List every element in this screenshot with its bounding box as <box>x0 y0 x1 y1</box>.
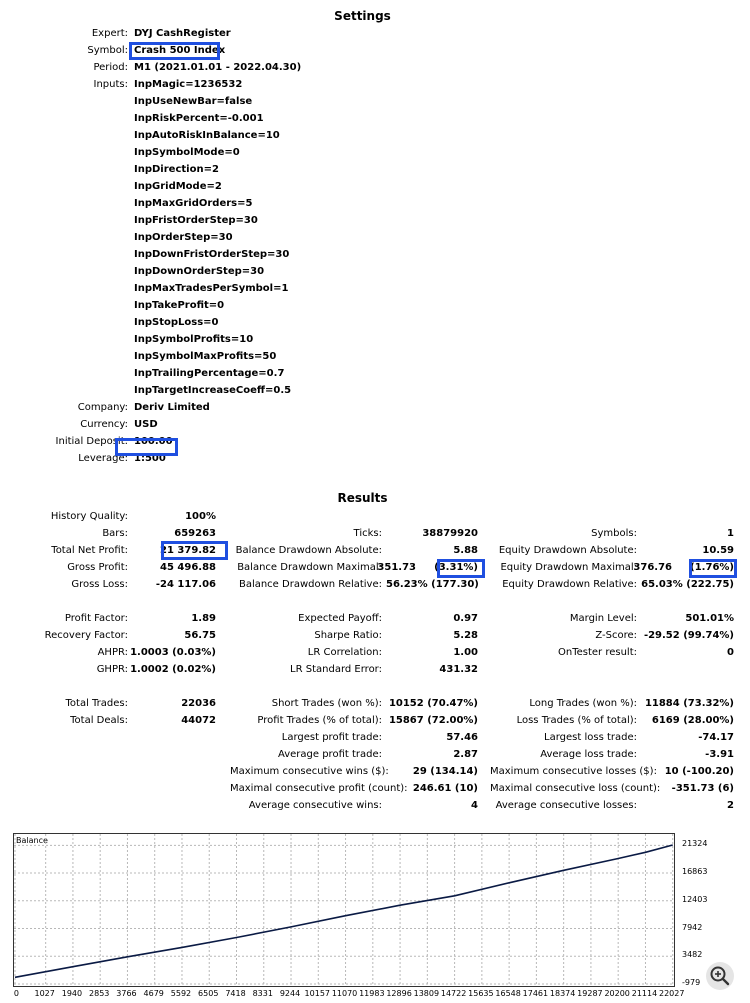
highlight-symbol <box>129 42 220 60</box>
balance-chart <box>13 833 675 987</box>
result-label: Total Net Profit: <box>51 545 128 556</box>
settings-label: Initial Deposit: <box>55 436 128 447</box>
settings-value: InpGridMode=2 <box>134 181 222 192</box>
x-tick-label: 13809 <box>413 989 440 998</box>
result-value-percent: (1.76%) <box>690 562 734 573</box>
settings-value: 100.00 <box>134 436 173 447</box>
highlight-balance-dd-pct <box>437 559 485 578</box>
result-value: 56.23% (177.30) <box>386 579 479 590</box>
settings-value: InpMaxGridOrders=5 <box>134 198 253 209</box>
settings-value: InpDownFristOrderStep=30 <box>134 249 290 260</box>
x-tick-label: 15635 <box>468 989 494 998</box>
highlight-equity-dd-pct <box>689 559 737 578</box>
settings-value: DYJ CashRegister <box>134 28 231 39</box>
result-value: 5.28 <box>453 630 478 641</box>
result-value: 57.46 <box>446 732 478 743</box>
result-label: Ticks: <box>353 528 382 539</box>
result-label: Gross Profit: <box>67 562 128 573</box>
x-tick-label: 11070 <box>331 989 358 998</box>
highlight-initial-deposit <box>115 438 178 456</box>
result-value: 0 <box>727 647 734 658</box>
results-title: Results <box>337 491 388 505</box>
result-value: 431.32 <box>439 664 478 675</box>
result-value-percent: (3.31%) <box>434 562 478 573</box>
highlight-total-net-profit <box>161 541 228 560</box>
result-label: Equity Drawdown Absolute: <box>498 545 637 556</box>
x-tick-label: 8331 <box>252 989 273 998</box>
result-label: GHPR: <box>96 664 128 675</box>
result-value: 65.03% (222.75) <box>641 579 734 590</box>
result-value: 1.89 <box>191 613 216 624</box>
settings-value: InpTrailingPercentage=0.7 <box>134 368 285 379</box>
balance-line <box>15 845 673 977</box>
x-tick-label: 11983 <box>359 989 385 998</box>
result-label: Largest profit trade: <box>281 732 382 743</box>
result-value: 351.73 <box>377 562 416 573</box>
result-label: Bars: <box>102 528 128 539</box>
result-label: Profit Trades (% of total): <box>257 715 382 726</box>
y-tick-label: 16863 <box>682 867 708 877</box>
chart-plot <box>14 834 674 986</box>
result-value: 5.88 <box>453 545 478 556</box>
result-label: Maximum consecutive losses ($): <box>490 766 657 777</box>
x-tick-label: 21114 <box>631 989 658 998</box>
settings-label: Company: <box>77 402 128 413</box>
result-value: -74.17 <box>698 732 734 743</box>
result-value: 10152 (70.47%) <box>388 698 478 709</box>
settings-value: InpMagic=1236532 <box>134 79 243 90</box>
settings-value: InpOrderStep=30 <box>134 232 233 243</box>
result-label: Average loss trade: <box>540 749 637 760</box>
settings-value: InpFristOrderStep=30 <box>134 215 258 226</box>
x-tick-label: 1027 <box>34 989 55 998</box>
x-tick-label: 19287 <box>577 989 603 998</box>
result-label: Average profit trade: <box>277 749 382 760</box>
settings-label: Inputs: <box>93 79 128 90</box>
settings-value: Deriv Limited <box>134 402 210 413</box>
result-label: Total Deals: <box>70 715 128 726</box>
result-label: AHPR: <box>97 647 128 658</box>
result-value: 2.87 <box>453 749 478 760</box>
result-label: Long Trades (won %): <box>529 698 637 709</box>
settings-value: InpTakeProfit=0 <box>134 300 225 311</box>
result-label: Gross Loss: <box>71 579 128 590</box>
result-label: Total Trades: <box>65 698 128 709</box>
result-value: 2 <box>727 800 734 811</box>
result-label: Maximal consecutive profit (count): <box>230 783 408 794</box>
settings-value: InpUseNewBar=false <box>134 96 253 107</box>
result-value: 11884 (73.32%) <box>644 698 734 709</box>
result-value: 56.75 <box>184 630 216 641</box>
result-label: Recovery Factor: <box>44 630 128 641</box>
settings-value: InpMaxTradesPerSymbol=1 <box>134 283 289 294</box>
settings-value: M1 (2021.01.01 - 2022.04.30) <box>134 62 302 73</box>
result-value: 10 (-100.20) <box>664 766 734 777</box>
result-value: 44072 <box>181 715 216 726</box>
result-value: 38879920 <box>422 528 478 539</box>
settings-value: InpSymbolMaxProfits=50 <box>134 351 277 362</box>
y-tick-label: -979 <box>682 978 701 987</box>
settings-label: Symbol: <box>87 45 128 56</box>
result-label: Maximal consecutive loss (count): <box>490 783 661 794</box>
result-value: 45 496.88 <box>160 562 216 573</box>
result-label: Average consecutive wins: <box>248 800 382 811</box>
result-value: 376.76 <box>633 562 672 573</box>
result-value: 0.97 <box>453 613 478 624</box>
history-quality-value: 100% <box>185 511 216 522</box>
settings-value: Crash 500 Index <box>134 45 226 56</box>
result-value: 659263 <box>174 528 216 539</box>
result-value: 6169 (28.00%) <box>651 715 734 726</box>
chart-title: Balance <box>16 836 48 845</box>
x-tick-label: 16548 <box>495 989 521 998</box>
result-label: Average consecutive losses: <box>495 800 637 811</box>
x-tick-label: 6505 <box>198 989 219 998</box>
x-tick-label: 10157 <box>304 989 331 998</box>
settings-value: InpDownOrderStep=30 <box>134 266 265 277</box>
result-value: -3.91 <box>705 749 734 760</box>
settings-value: InpStopLoss=0 <box>134 317 219 328</box>
result-value: 1.00 <box>453 647 478 658</box>
settings-value: InpSymbolProfits=10 <box>134 334 254 345</box>
result-label: Loss Trades (% of total): <box>516 715 637 726</box>
history-quality-label: History Quality: <box>50 511 128 522</box>
result-label: LR Correlation: <box>307 647 382 658</box>
settings-value: InpTargetIncreaseCoeff=0.5 <box>134 385 292 396</box>
result-label: Balance Drawdown Absolute: <box>235 545 382 556</box>
result-value: 29 (134.14) <box>412 766 478 777</box>
result-value: 10.59 <box>702 545 734 556</box>
result-value: 1.0002 (0.02%) <box>130 664 216 675</box>
result-value: 22036 <box>181 698 216 709</box>
x-tick-label: 22027 <box>658 989 685 998</box>
result-value: 501.01% <box>685 613 734 624</box>
settings-value: USD <box>134 419 158 430</box>
result-label: Maximum consecutive wins ($): <box>230 766 389 777</box>
settings-title: Settings <box>334 9 391 23</box>
y-tick-label: 3482 <box>682 950 703 960</box>
settings-label: Leverage: <box>78 453 128 464</box>
y-tick-label: 7942 <box>682 922 703 932</box>
settings-value: InpRiskPercent=-0.001 <box>134 113 264 124</box>
result-label: Profit Factor: <box>64 613 128 624</box>
x-tick-label: 0 <box>13 989 19 998</box>
x-tick-label: 7418 <box>225 989 246 998</box>
x-tick-label: 17461 <box>522 989 549 998</box>
result-label: Sharpe Ratio: <box>314 630 382 641</box>
x-tick-label: 1940 <box>61 989 83 998</box>
result-value: 1 <box>727 528 734 539</box>
x-tick-label: 9244 <box>279 989 301 998</box>
y-tick-label: 21324 <box>682 839 708 849</box>
settings-value: InpDirection=2 <box>134 164 219 175</box>
result-value: 4 <box>471 800 478 811</box>
result-label: Symbols: <box>591 528 637 539</box>
result-label: OnTester result: <box>557 647 637 658</box>
x-tick-label: 2853 <box>89 989 110 998</box>
x-tick-label: 20200 <box>604 989 630 998</box>
result-label: Balance Drawdown Maximal: <box>237 562 382 573</box>
x-tick-label: 18374 <box>549 989 576 998</box>
result-label: Balance Drawdown Relative: <box>238 579 382 590</box>
x-tick-label: 14722 <box>440 989 467 998</box>
result-value: 246.61 (10) <box>412 783 478 794</box>
result-label: Margin Level: <box>569 613 637 624</box>
x-tick-label: 3766 <box>116 989 137 998</box>
result-value: 21 379.82 <box>160 545 216 556</box>
settings-value: InpAutoRiskInBalance=10 <box>134 130 280 141</box>
result-value: -351.73 (6) <box>671 783 734 794</box>
zoom-in-icon[interactable] <box>706 962 734 990</box>
result-label: Equity Drawdown Maximal: <box>500 562 637 573</box>
x-tick-label: 5592 <box>170 989 192 998</box>
result-label: Equity Drawdown Relative: <box>502 579 637 590</box>
result-label: LR Standard Error: <box>290 664 382 675</box>
y-tick-label: 12403 <box>682 894 708 904</box>
result-label: Z-Score: <box>595 630 637 641</box>
result-value: 1.0003 (0.03%) <box>130 647 216 658</box>
result-value: 15867 (72.00%) <box>388 715 478 726</box>
x-tick-label: 12896 <box>386 989 412 998</box>
result-label: Expected Payoff: <box>298 613 382 624</box>
settings-value: InpSymbolMode=0 <box>134 147 240 158</box>
result-label: Short Trades (won %): <box>271 698 382 709</box>
settings-value: 1:500 <box>134 453 166 464</box>
result-label: Largest loss trade: <box>544 732 637 743</box>
settings-label: Currency: <box>80 419 128 430</box>
result-value: -29.52 (99.74%) <box>643 630 734 641</box>
settings-label: Expert: <box>91 28 128 39</box>
settings-label: Period: <box>93 62 128 73</box>
result-value: -24 117.06 <box>155 579 216 590</box>
x-tick-label: 4679 <box>143 989 164 998</box>
